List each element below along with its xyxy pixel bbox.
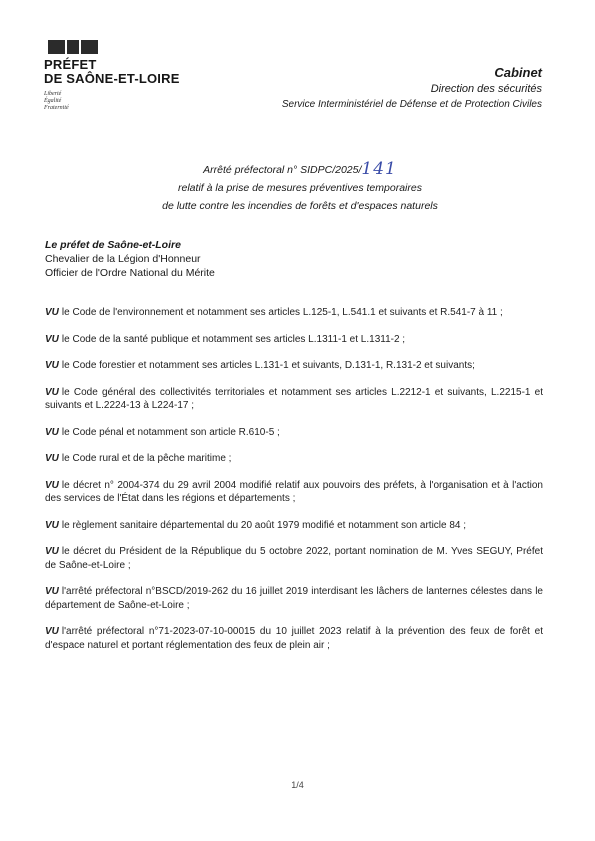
prefecture-title — [44, 58, 180, 86]
vu-keyword: VU — [45, 360, 59, 371]
considerant-text: le Code de la santé publique et notamment ses articles L.1311-1 et L.1311-2 ; — [61, 333, 406, 345]
cabinet-label: Cabinet — [494, 65, 542, 80]
considerant-text: le décret n° 2004-374 du 29 avril 2004 modifié relatif aux pouvoirs des préfets, à l'organisation et à l'action des services de l'État dans les régions et départements ; — [45, 479, 543, 504]
considerant-item — [45, 545, 543, 572]
considerant-item — [45, 333, 543, 347]
republic-motto — [44, 91, 180, 112]
considerant-item — [45, 625, 543, 652]
considerant-text: le Code de l'environnement et notamment ses articles L.125-1, L.541.1 et suivants et R.541-7 à 11 ; — [61, 307, 503, 318]
considerant-item — [45, 359, 543, 373]
decree-title-line1 — [100, 160, 500, 179]
vu-keyword: VU — [45, 453, 59, 464]
considerant-item — [45, 426, 543, 440]
decree-title-line2: relatif à la prise de mesures préventives temporaires — [178, 182, 422, 194]
marianne-emblem-icon — [48, 40, 180, 54]
considerant-item — [45, 585, 543, 612]
considerant-text: le décret du Président de la République du 5 octobre 2022, portant nomination de M. Yves SEGUY, Préfet de Saône-et-Loire ; — [45, 546, 543, 571]
vu-keyword: VU — [45, 546, 59, 557]
considerant-text: le règlement sanitaire départemental du 20 août 1979 modifié et notamment son article 84 ; — [61, 519, 467, 531]
issuing-service-header — [282, 64, 542, 112]
signatory-prefet: Le préfet de Saône-et-Loire — [45, 239, 181, 251]
signatory-honour-1: Chevalier de la Légion d'Honneur — [45, 253, 201, 265]
vu-keyword: VU — [45, 333, 59, 345]
vu-keyword: VU — [45, 626, 59, 637]
motto-liberte: Liberté — [44, 91, 62, 97]
vu-keyword: VU — [45, 426, 59, 438]
considerant-text: l'arrêté préfectoral n°71-2023-07-10-00015 du 10 juillet 2023 relatif à la prévention des feux de forêt et d'espace naturel et portant réglementation des feux de plein air ; — [45, 626, 543, 651]
decree-title-line3: de lutte contre les incendies de forêts et d'espaces naturels — [162, 200, 438, 212]
decree-title — [100, 160, 500, 215]
considerant-item — [45, 519, 543, 533]
considerant-text: le Code forestier et notamment ses articles L.131-1 et suivants, D.131-1, R.131-2 et suivants; — [61, 360, 475, 371]
decree-number-prefix: Arrêté préfectoral n° SIDPC/2025/ — [203, 164, 362, 176]
considerant-text: le Code pénal et notamment son article R.610-5 ; — [61, 426, 280, 438]
motto-fraternite: Fraternité — [44, 105, 69, 111]
considerant-item — [45, 306, 543, 320]
considerant-text: l'arrêté préfectoral n°BSCD/2019-262 du 16 juillet 2019 interdisant les lâchers de lanternes célestes dans le département de Saône-et-Loire ; — [45, 586, 543, 611]
signatory-block — [45, 238, 215, 280]
vu-keyword: VU — [45, 307, 59, 318]
service-label: Service Interministériel de Défense et de Protection Civiles — [281, 99, 542, 110]
signatory-honour-2: Officier de l'Ordre National du Mérite — [45, 267, 215, 279]
vu-keyword: VU — [45, 386, 59, 398]
vu-keyword: VU — [45, 586, 59, 597]
page-number: 1/4 — [291, 780, 304, 790]
considerant-item — [45, 479, 543, 506]
handwritten-decree-number: 141 — [361, 159, 397, 179]
considerant-text: le Code rural et de la pêche maritime ; — [61, 453, 232, 464]
vu-keyword: VU — [45, 479, 59, 491]
prefecture-logo — [44, 40, 180, 112]
considerant-text: le Code général des collectivités territoriales et notamment ses articles L.2212-1 et suivants, L.2215-1 et suivants et L.2224-13 à L224-17 ; — [45, 386, 543, 411]
prefecture-title-line1: PRÉFET — [44, 57, 97, 72]
considerant-item — [45, 386, 543, 413]
motto-egalite: Égalité — [44, 98, 62, 104]
direction-label: Direction des sécurités — [430, 83, 542, 95]
vu-keyword: VU — [45, 519, 59, 531]
considerant-item — [45, 452, 543, 466]
considerants-list — [45, 306, 543, 665]
prefecture-title-line2: DE SAÔNE-ET-LOIRE — [44, 71, 180, 86]
